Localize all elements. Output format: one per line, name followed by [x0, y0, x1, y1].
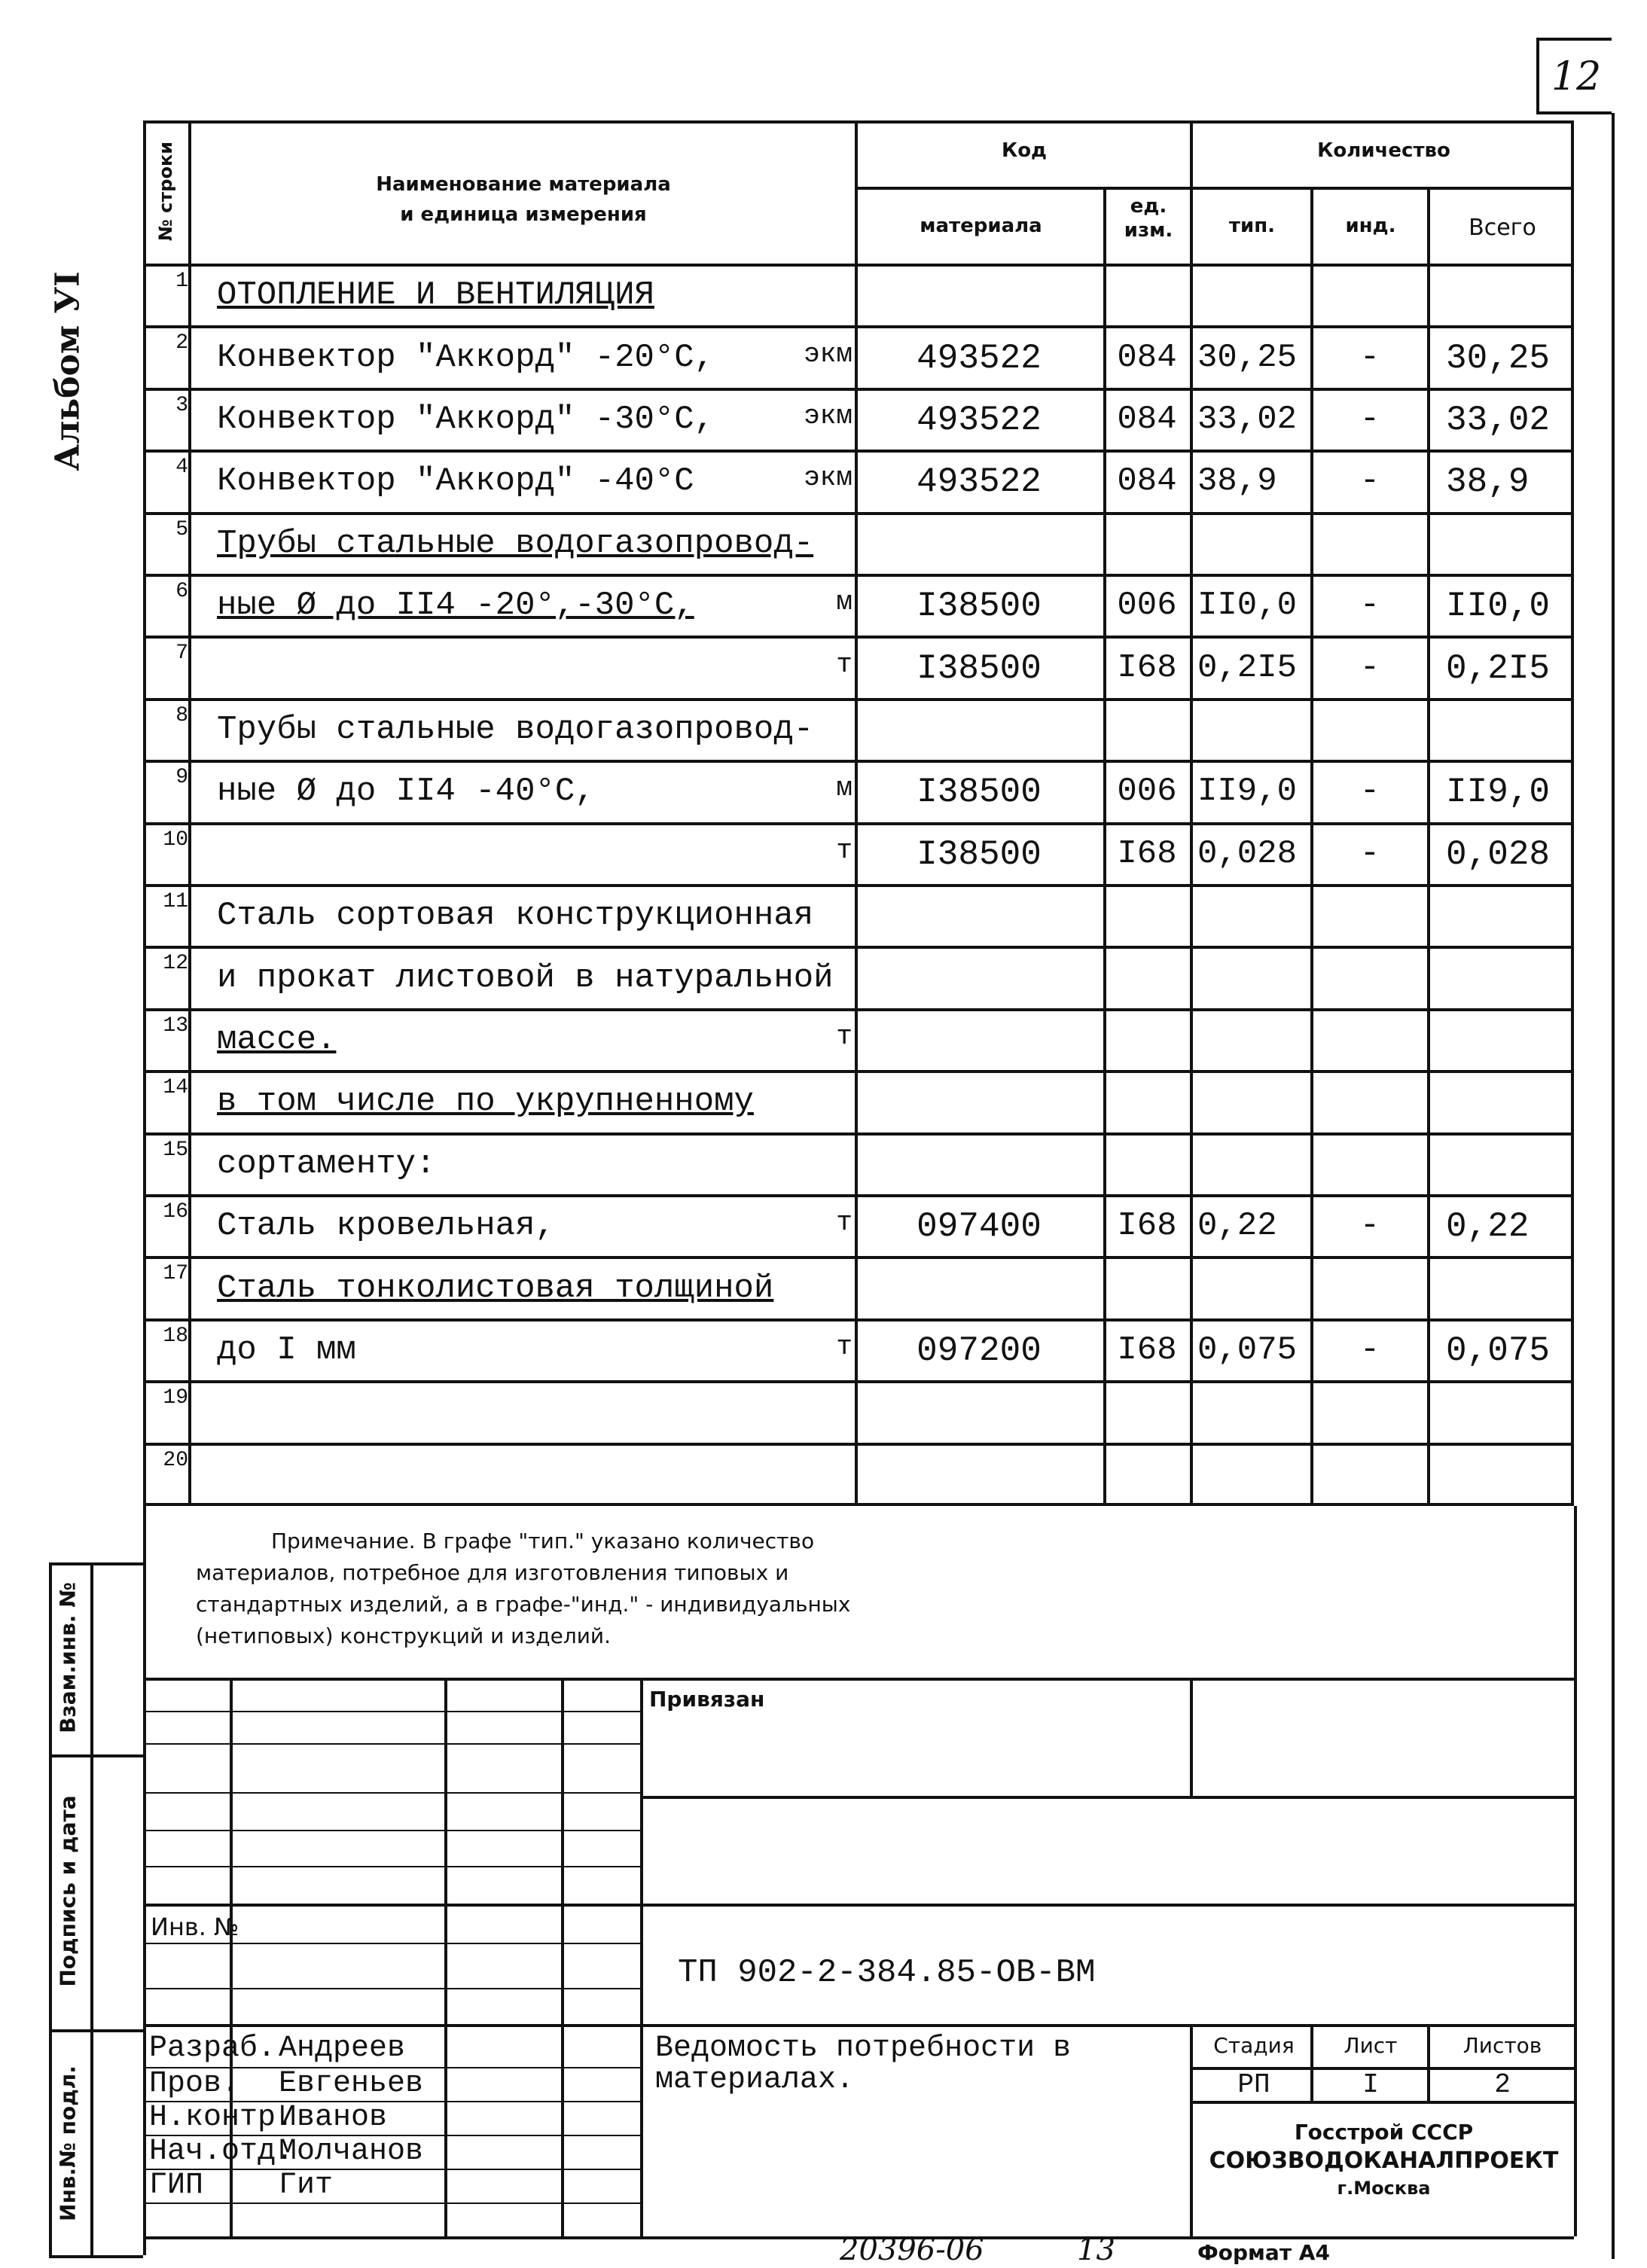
stamp-sheet-label: Лист: [1344, 2033, 1398, 2058]
row-4-unit: экм: [804, 462, 852, 494]
row-17-n: 17: [163, 1262, 188, 1286]
stamp-title: Ведомость потребности в материалах.: [655, 2032, 1072, 2097]
footer-handwritten-number: 20396-06: [840, 2233, 984, 2267]
stamp-org-2: СОЮЗВОДОКАНАЛПРОЕКТ: [1209, 2148, 1559, 2174]
header-name: Наименование материала и единица измерения: [376, 173, 671, 226]
row-divider: [143, 884, 1574, 887]
row-9-code: I38500: [917, 773, 1042, 812]
stamp-inv-no: Инв. №: [151, 1913, 239, 1941]
side-label-inv-podl: Инв.№ подл.: [55, 2065, 81, 2221]
header-row-no: № строки: [155, 141, 176, 242]
row-15-name: сортаменту:: [217, 1145, 436, 1183]
stamp-person-3: Молчанов: [279, 2135, 424, 2169]
row-divider: [143, 1070, 1574, 1073]
row-13-unit: т: [836, 1020, 852, 1052]
stamp-stage-label: Стадия: [1213, 2033, 1295, 2058]
row-12-name: и прокат листовой в натуральной: [217, 959, 834, 997]
stamp-role-3: Нач.отд.: [149, 2135, 294, 2169]
stamp-doc-code: ТП 902-2-384.85-ОВ-ВМ: [678, 1954, 1096, 1992]
row-5-n: 5: [175, 517, 188, 541]
row-18-typ: 0,075: [1197, 1331, 1298, 1369]
row-19-n: 19: [163, 1386, 188, 1410]
row-18-code: 097200: [917, 1331, 1042, 1370]
stamp-stage: РП: [1237, 2069, 1270, 2100]
side-label-podpis: Подпись и дата: [55, 1795, 81, 1987]
stamp-privyazan: Привязан: [649, 1687, 765, 1712]
side-label-vzam: Взам.инв. №: [55, 1582, 81, 1733]
row-4-name: Конвектор "Аккорд" -40°С: [217, 462, 694, 501]
row-2-uc: 084: [1117, 338, 1177, 376]
row-16-code: 097400: [917, 1207, 1042, 1247]
stamp-role-4: ГИП: [149, 2169, 204, 2202]
row-divider: [143, 1380, 1574, 1383]
note-line-3: стандартных изделий, а в графе-"инд." - индивидуальных: [196, 1592, 851, 1617]
stamp-sheets: 2: [1494, 2069, 1511, 2100]
row-divider: [143, 1443, 1574, 1446]
row-9-uc: 006: [1117, 773, 1177, 811]
row-10-typ: 0,028: [1197, 834, 1298, 873]
row-divider: [143, 760, 1574, 763]
row-9-n: 9: [175, 766, 188, 790]
row-6-n: 6: [175, 580, 188, 603]
row-16-uc: I68: [1117, 1207, 1177, 1245]
stamp-role-0: Разраб.: [149, 2032, 276, 2065]
row-6-total: II0,0: [1446, 587, 1551, 626]
row-4-n: 4: [175, 456, 188, 480]
row-4-uc: 084: [1117, 462, 1177, 501]
stamp-org-3: г.Москва: [1337, 2178, 1431, 2199]
album-label: Альбом УI: [48, 271, 87, 471]
header-qty-ind: инд.: [1345, 215, 1396, 237]
row-10-ind: -: [1359, 834, 1380, 873]
row-7-uc: I68: [1117, 648, 1177, 687]
row-divider: [143, 1256, 1574, 1259]
row-3-ind: -: [1359, 400, 1380, 438]
row-7-total: 0,2I5: [1446, 648, 1551, 688]
note-line-2: материалов, потребное для изготовления типовых и: [196, 1560, 789, 1585]
row-divider: [143, 1008, 1574, 1011]
row-16-total: 0,22: [1446, 1207, 1530, 1247]
row-10-unit: т: [836, 834, 852, 866]
row-10-total: 0,028: [1446, 834, 1551, 874]
stamp-person-0: Андреев: [279, 2032, 406, 2065]
stamp-person-1: Евгеньев: [279, 2067, 424, 2101]
row-divider: [143, 946, 1574, 949]
row-18-total: 0,075: [1446, 1331, 1551, 1370]
row-divider: [143, 1318, 1574, 1321]
stamp-role-1: Пров.: [149, 2067, 240, 2101]
row-13-name: массе.: [217, 1020, 337, 1059]
row-11-n: 11: [163, 890, 188, 913]
row-9-name: ные Ø до II4 -40°С,: [217, 773, 595, 811]
row-14-n: 14: [163, 1076, 188, 1100]
row-6-unit: м: [836, 587, 852, 618]
row-4-ind: -: [1359, 462, 1380, 501]
stamp-org-1: Госстрой СССР: [1294, 2120, 1474, 2145]
row-18-n: 18: [163, 1324, 188, 1348]
row-18-name: до I мм: [217, 1331, 356, 1369]
row-3-name: Конвектор "Аккорд" -30°С,: [217, 400, 715, 438]
row-6-code: I38500: [917, 587, 1042, 626]
row-divider: [143, 1194, 1574, 1197]
row-divider: [143, 512, 1574, 515]
row-3-total: 33,02: [1446, 400, 1551, 440]
row-16-n: 16: [163, 1200, 188, 1224]
note-line-4: (нетиповых) конструкций и изделий.: [196, 1623, 612, 1648]
stamp-sheets-label: Листов: [1462, 2033, 1542, 2058]
row-3-unit: экм: [804, 400, 852, 431]
header-qty-total: Всего: [1469, 215, 1536, 241]
note-line-1: Примечание. В графе "тип." указано количество: [271, 1529, 815, 1553]
row-1-name: ОТОПЛЕНИЕ И ВЕНТИЛЯЦИЯ: [217, 276, 654, 315]
header-code-material: материала: [920, 215, 1042, 237]
row-10-uc: I68: [1117, 834, 1177, 873]
row-16-unit: т: [836, 1207, 852, 1239]
stamp-sheet: I: [1362, 2069, 1379, 2100]
row-2-typ: 30,25: [1197, 338, 1298, 376]
row-14-name: в том числе по укрупненному: [217, 1083, 754, 1121]
row-4-typ: 38,9: [1197, 462, 1277, 501]
row-9-total: II9,0: [1446, 773, 1551, 812]
row-20-n: 20: [163, 1448, 188, 1472]
row-2-name: Конвектор "Аккорд" -20°С,: [217, 338, 715, 376]
row-3-typ: 33,02: [1197, 400, 1298, 438]
row-18-unit: т: [836, 1331, 852, 1362]
row-2-unit: экм: [804, 338, 852, 370]
row-12-n: 12: [163, 952, 188, 976]
row-3-uc: 084: [1117, 400, 1177, 438]
header-qty-typ: тип.: [1228, 215, 1276, 237]
footer-handwritten-number-2: 13: [1077, 2233, 1115, 2267]
row-7-typ: 0,2I5: [1197, 648, 1298, 687]
row-7-unit: т: [836, 648, 852, 680]
row-7-n: 7: [175, 642, 188, 666]
row-divider: [143, 636, 1574, 639]
stamp-person-2: Иванов: [279, 2101, 388, 2135]
header-code-unit: ед. изм.: [1124, 195, 1173, 242]
row-divider: [143, 388, 1574, 391]
row-16-name: Сталь кровельная,: [217, 1207, 555, 1245]
row-18-ind: -: [1359, 1331, 1380, 1369]
row-7-code: I38500: [917, 648, 1042, 688]
row-8-n: 8: [175, 703, 188, 727]
row-15-n: 15: [163, 1138, 188, 1162]
row-10-n: 10: [163, 828, 188, 852]
row-8-name: Трубы стальные водогазопровод-: [217, 710, 814, 748]
row-1-n: 1: [175, 270, 188, 293]
row-4-code: 493522: [917, 462, 1042, 502]
row-divider: [143, 574, 1574, 577]
stamp-role-2: Н.контр.: [149, 2101, 294, 2135]
row-6-uc: 006: [1117, 587, 1177, 625]
row-2-ind: -: [1359, 338, 1380, 376]
row-11-name: Сталь сортовая конструкционная: [217, 897, 814, 935]
row-6-ind: -: [1359, 587, 1380, 625]
row-divider: [143, 1132, 1574, 1136]
row-divider: [143, 822, 1574, 825]
row-3-n: 3: [175, 393, 188, 417]
header-code: Код: [1001, 139, 1048, 162]
row-4-total: 38,9: [1446, 462, 1530, 502]
row-divider: [143, 325, 1574, 328]
row-3-code: 493522: [917, 400, 1042, 440]
row-16-ind: -: [1359, 1207, 1380, 1245]
row-16-typ: 0,22: [1197, 1207, 1277, 1245]
row-7-ind: -: [1359, 648, 1380, 687]
row-divider: [143, 450, 1574, 453]
row-18-uc: I68: [1117, 1331, 1177, 1369]
row-divider: [143, 698, 1574, 701]
row-17-name: Сталь тонколистовая толщиной: [217, 1269, 774, 1307]
row-2-n: 2: [175, 331, 188, 355]
row-2-code: 493522: [917, 338, 1042, 378]
row-9-unit: м: [836, 773, 852, 804]
footer-format: Формат А4: [1197, 2240, 1330, 2265]
row-9-typ: II9,0: [1197, 773, 1298, 811]
page-number: 12: [1551, 54, 1602, 99]
row-6-typ: II0,0: [1197, 587, 1298, 625]
row-10-code: I38500: [917, 834, 1042, 874]
row-6-name: ные Ø до II4 -20°,-30°С,: [217, 587, 694, 625]
row-13-n: 13: [163, 1014, 188, 1038]
stamp-person-4: Гит: [279, 2169, 334, 2202]
row-2-total: 30,25: [1446, 338, 1551, 378]
row-5-name: Трубы стальные водогазопровод-: [217, 524, 814, 562]
row-9-ind: -: [1359, 773, 1380, 811]
header-qty: Количество: [1317, 139, 1450, 162]
